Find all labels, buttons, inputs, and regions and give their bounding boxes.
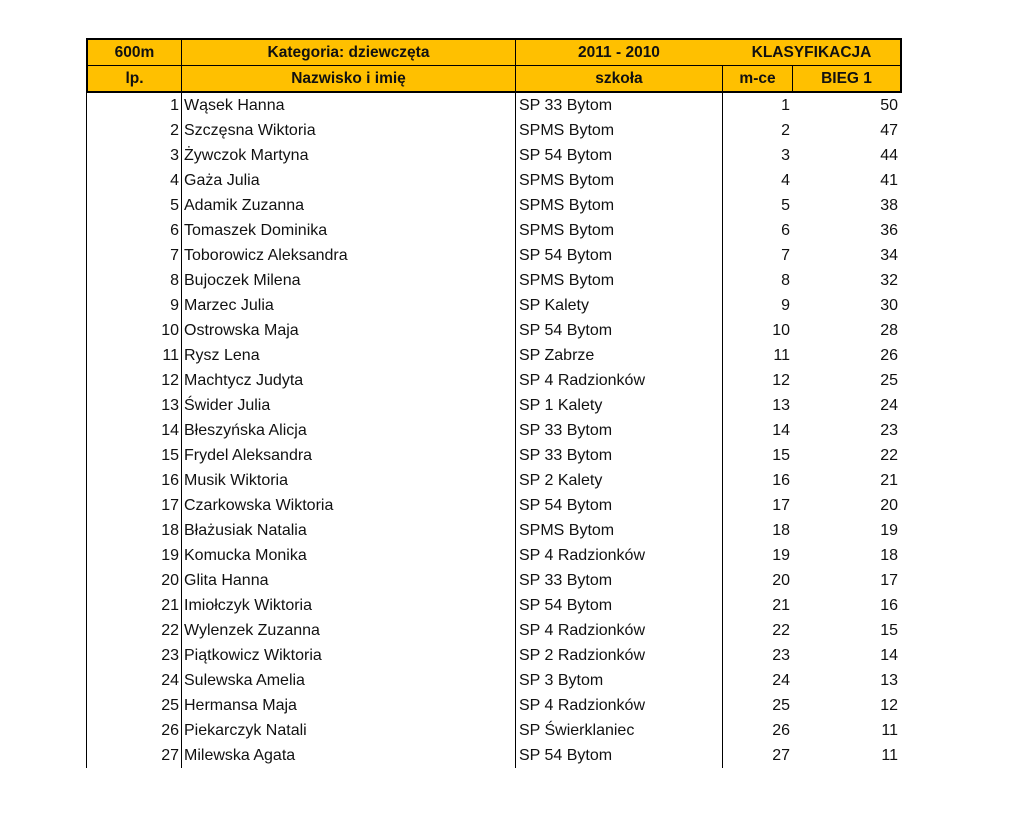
row-points-cell: 17 bbox=[880, 572, 898, 589]
row-place-cell: 11 bbox=[773, 347, 790, 364]
table-row bbox=[86, 218, 902, 243]
row-name-cell: Świder Julia bbox=[182, 393, 516, 418]
table-row bbox=[86, 193, 902, 218]
row-name-cell: Błeszyńska Alicja bbox=[182, 418, 516, 443]
row-name-cell: Wąsek Hanna bbox=[182, 93, 516, 118]
row-place-cell: 3 bbox=[781, 147, 790, 164]
row-lp-cell: 15 bbox=[86, 443, 182, 468]
row-school-cell: SPMS Bytom bbox=[516, 118, 723, 143]
row-lp-cell: 8 bbox=[86, 268, 182, 293]
row-place-cell: 26 bbox=[772, 722, 790, 739]
row-name-cell: Imiołczyk Wiktoria bbox=[182, 593, 516, 618]
column-header-school: szkoła bbox=[516, 66, 723, 91]
row-name-cell: Błażusiak Natalia bbox=[182, 518, 516, 543]
row-lp-cell: 27 bbox=[86, 743, 182, 768]
row-school-cell: SP 54 Bytom bbox=[516, 593, 723, 618]
row-school-cell: SPMS Bytom bbox=[516, 168, 723, 193]
row-place-cell: 7 bbox=[781, 247, 790, 264]
row-place-cell: 20 bbox=[772, 572, 790, 589]
row-place-cell: 18 bbox=[772, 522, 790, 539]
table-row bbox=[86, 693, 902, 718]
table-row bbox=[86, 518, 902, 543]
row-school-cell: SPMS Bytom bbox=[516, 218, 723, 243]
row-lp-cell: 17 bbox=[86, 493, 182, 518]
row-lp-cell: 24 bbox=[86, 668, 182, 693]
row-name-cell: Sulewska Amelia bbox=[182, 668, 516, 693]
row-school-cell: SP 4 Radzionków bbox=[516, 543, 723, 568]
years-cell: 2011 - 2010 bbox=[578, 43, 660, 61]
row-lp-cell: 19 bbox=[86, 543, 182, 568]
table-row bbox=[86, 368, 902, 393]
row-points-cell: 32 bbox=[880, 272, 898, 289]
row-points-cell: 11 bbox=[881, 722, 898, 739]
row-place-cell: 25 bbox=[772, 697, 790, 714]
row-school-cell: SP 3 Bytom bbox=[516, 668, 723, 693]
row-place-cell: 22 bbox=[772, 622, 790, 639]
row-name-cell: Toborowicz Aleksandra bbox=[182, 243, 516, 268]
table-row bbox=[86, 493, 902, 518]
row-name-cell: Hermansa Maja bbox=[182, 693, 516, 718]
row-place-cell: 17 bbox=[772, 497, 790, 514]
row-points-cell: 23 bbox=[880, 422, 898, 439]
row-school-cell: SP 54 Bytom bbox=[516, 243, 723, 268]
row-name-cell: Frydel Aleksandra bbox=[182, 443, 516, 468]
row-lp-cell: 1 bbox=[86, 93, 182, 118]
column-header-name: Nazwisko i imię bbox=[182, 66, 516, 91]
row-school-cell: SP 54 Bytom bbox=[516, 318, 723, 343]
row-name-cell: Piątkowicz Wiktoria bbox=[182, 643, 516, 668]
row-points-cell: 21 bbox=[880, 472, 898, 489]
row-school-cell: SP 1 Kalety bbox=[516, 393, 723, 418]
table-row bbox=[86, 243, 902, 268]
row-name-cell: Glita Hanna bbox=[182, 568, 516, 593]
row-school-cell: SP 54 Bytom bbox=[516, 143, 723, 168]
row-name-cell: Gaża Julia bbox=[182, 168, 516, 193]
row-name-cell: Żywczok Martyna bbox=[182, 143, 516, 168]
row-name-cell: Machtycz Judyta bbox=[182, 368, 516, 393]
row-lp-cell: 3 bbox=[86, 143, 182, 168]
table-row bbox=[86, 593, 902, 618]
row-place-cell: 24 bbox=[772, 672, 790, 689]
row-name-cell: Bujoczek Milena bbox=[182, 268, 516, 293]
row-school-cell: SP 4 Radzionków bbox=[516, 693, 723, 718]
row-school-cell: SPMS Bytom bbox=[516, 193, 723, 218]
column-header-bieg: BIEG 1 bbox=[793, 66, 902, 91]
distance-cell: 600m bbox=[86, 40, 182, 65]
row-name-cell: Czarkowska Wiktoria bbox=[182, 493, 516, 518]
table-row bbox=[86, 143, 902, 168]
row-name-cell: Wylenzek Zuzanna bbox=[182, 618, 516, 643]
row-lp-cell: 9 bbox=[86, 293, 182, 318]
row-school-cell: SP 54 Bytom bbox=[516, 493, 723, 518]
row-school-cell: SP Zabrze bbox=[516, 343, 723, 368]
classification-cell: KLASYFIKACJA bbox=[723, 40, 902, 65]
row-lp-cell: 11 bbox=[86, 343, 182, 368]
row-school-cell: SP Kalety bbox=[516, 293, 723, 318]
row-place-cell: 13 bbox=[772, 397, 790, 414]
row-points-cell: 30 bbox=[880, 297, 898, 314]
row-school-cell: SP 33 Bytom bbox=[516, 443, 723, 468]
row-points-cell: 28 bbox=[880, 322, 898, 339]
row-name-cell: Milewska Agata bbox=[182, 743, 516, 768]
row-lp-cell: 4 bbox=[86, 168, 182, 193]
row-points-cell: 38 bbox=[880, 197, 898, 214]
row-points-cell: 44 bbox=[880, 147, 898, 164]
row-school-cell: SPMS Bytom bbox=[516, 268, 723, 293]
row-points-cell: 36 bbox=[880, 222, 898, 239]
row-points-cell: 26 bbox=[880, 347, 898, 364]
row-school-cell: SPMS Bytom bbox=[516, 518, 723, 543]
row-points-cell: 41 bbox=[880, 172, 898, 189]
table-row bbox=[86, 343, 902, 368]
row-place-cell: 10 bbox=[772, 322, 790, 339]
row-place-cell: 2 bbox=[781, 122, 790, 139]
row-points-cell: 24 bbox=[880, 397, 898, 414]
row-school-cell: SP 4 Radzionków bbox=[516, 368, 723, 393]
row-lp-cell: 5 bbox=[86, 193, 182, 218]
row-lp-cell: 12 bbox=[86, 368, 182, 393]
row-place-cell: 12 bbox=[772, 372, 790, 389]
row-place-cell: 5 bbox=[781, 197, 790, 214]
row-school-cell: SP 33 Bytom bbox=[516, 568, 723, 593]
row-lp-cell: 22 bbox=[86, 618, 182, 643]
row-lp-cell: 13 bbox=[86, 393, 182, 418]
row-school-cell: SP 33 Bytom bbox=[516, 418, 723, 443]
row-school-cell: SP 54 Bytom bbox=[516, 743, 723, 768]
table-row bbox=[86, 643, 902, 668]
row-place-cell: 9 bbox=[781, 297, 790, 314]
table-row bbox=[86, 618, 902, 643]
row-lp-cell: 10 bbox=[86, 318, 182, 343]
row-name-cell: Ostrowska Maja bbox=[182, 318, 516, 343]
row-school-cell: SP 2 Kalety bbox=[516, 468, 723, 493]
row-place-cell: 4 bbox=[781, 172, 790, 189]
row-place-cell: 21 bbox=[772, 597, 790, 614]
row-lp-cell: 21 bbox=[86, 593, 182, 618]
table-row bbox=[86, 543, 902, 568]
row-name-cell: Adamik Zuzanna bbox=[182, 193, 516, 218]
table-row bbox=[86, 268, 902, 293]
row-school-cell: SP Świerklaniec bbox=[516, 718, 723, 743]
row-points-cell: 15 bbox=[880, 622, 898, 639]
row-lp-cell: 26 bbox=[86, 718, 182, 743]
row-name-cell: Komucka Monika bbox=[182, 543, 516, 568]
row-name-cell: Tomaszek Dominika bbox=[182, 218, 516, 243]
row-lp-cell: 2 bbox=[86, 118, 182, 143]
row-points-cell: 47 bbox=[880, 122, 898, 139]
results-sheet bbox=[86, 38, 902, 768]
row-points-cell: 14 bbox=[880, 647, 898, 664]
row-school-cell: SP 2 Radzionków bbox=[516, 643, 723, 668]
row-points-cell: 50 bbox=[880, 97, 898, 114]
row-points-cell: 13 bbox=[880, 672, 898, 689]
row-lp-cell: 7 bbox=[86, 243, 182, 268]
row-name-cell: Marzec Julia bbox=[182, 293, 516, 318]
row-place-cell: 23 bbox=[772, 647, 790, 664]
row-place-cell: 1 bbox=[781, 97, 790, 114]
row-school-cell: SP 33 Bytom bbox=[516, 93, 723, 118]
row-place-cell: 15 bbox=[772, 447, 790, 464]
table-row bbox=[86, 393, 902, 418]
row-lp-cell: 25 bbox=[86, 693, 182, 718]
row-school-cell: SP 4 Radzionków bbox=[516, 618, 723, 643]
row-lp-cell: 23 bbox=[86, 643, 182, 668]
table-row bbox=[86, 443, 902, 468]
table-row bbox=[86, 93, 902, 118]
row-place-cell: 16 bbox=[772, 472, 790, 489]
row-points-cell: 20 bbox=[880, 497, 898, 514]
row-points-cell: 19 bbox=[880, 522, 898, 539]
header-row-columns bbox=[86, 65, 902, 93]
table-row bbox=[86, 293, 902, 318]
row-name-cell: Piekarczyk Natali bbox=[182, 718, 516, 743]
row-lp-cell: 18 bbox=[86, 518, 182, 543]
row-points-cell: 25 bbox=[880, 372, 898, 389]
row-place-cell: 27 bbox=[772, 747, 790, 764]
row-points-cell: 18 bbox=[880, 547, 898, 564]
table-row bbox=[86, 418, 902, 443]
column-header-lp: lp. bbox=[86, 66, 182, 91]
header-row-title bbox=[86, 38, 902, 65]
row-place-cell: 14 bbox=[772, 422, 790, 439]
category-cell: Kategoria: dziewczęta bbox=[182, 40, 516, 65]
row-lp-cell: 14 bbox=[86, 418, 182, 443]
row-name-cell: Rysz Lena bbox=[182, 343, 516, 368]
table-row bbox=[86, 118, 902, 143]
table-row bbox=[86, 168, 902, 193]
row-place-cell: 19 bbox=[772, 547, 790, 564]
row-lp-cell: 20 bbox=[86, 568, 182, 593]
table-row bbox=[86, 568, 902, 593]
row-points-cell: 34 bbox=[880, 247, 898, 264]
row-name-cell: Szczęsna Wiktoria bbox=[182, 118, 516, 143]
column-header-place: m-ce bbox=[723, 66, 793, 91]
row-lp-cell: 16 bbox=[86, 468, 182, 493]
table-row bbox=[86, 318, 902, 343]
table-row bbox=[86, 743, 902, 768]
row-points-cell: 12 bbox=[880, 697, 898, 714]
row-place-cell: 6 bbox=[781, 222, 790, 239]
row-place-cell: 8 bbox=[781, 272, 790, 289]
table-row bbox=[86, 718, 902, 743]
results-table-body bbox=[86, 93, 902, 768]
table-row bbox=[86, 468, 902, 493]
row-points-cell: 16 bbox=[880, 597, 898, 614]
row-points-cell: 22 bbox=[880, 447, 898, 464]
row-points-cell: 11 bbox=[881, 747, 898, 764]
row-lp-cell: 6 bbox=[86, 218, 182, 243]
table-row bbox=[86, 668, 902, 693]
row-name-cell: Musik Wiktoria bbox=[182, 468, 516, 493]
